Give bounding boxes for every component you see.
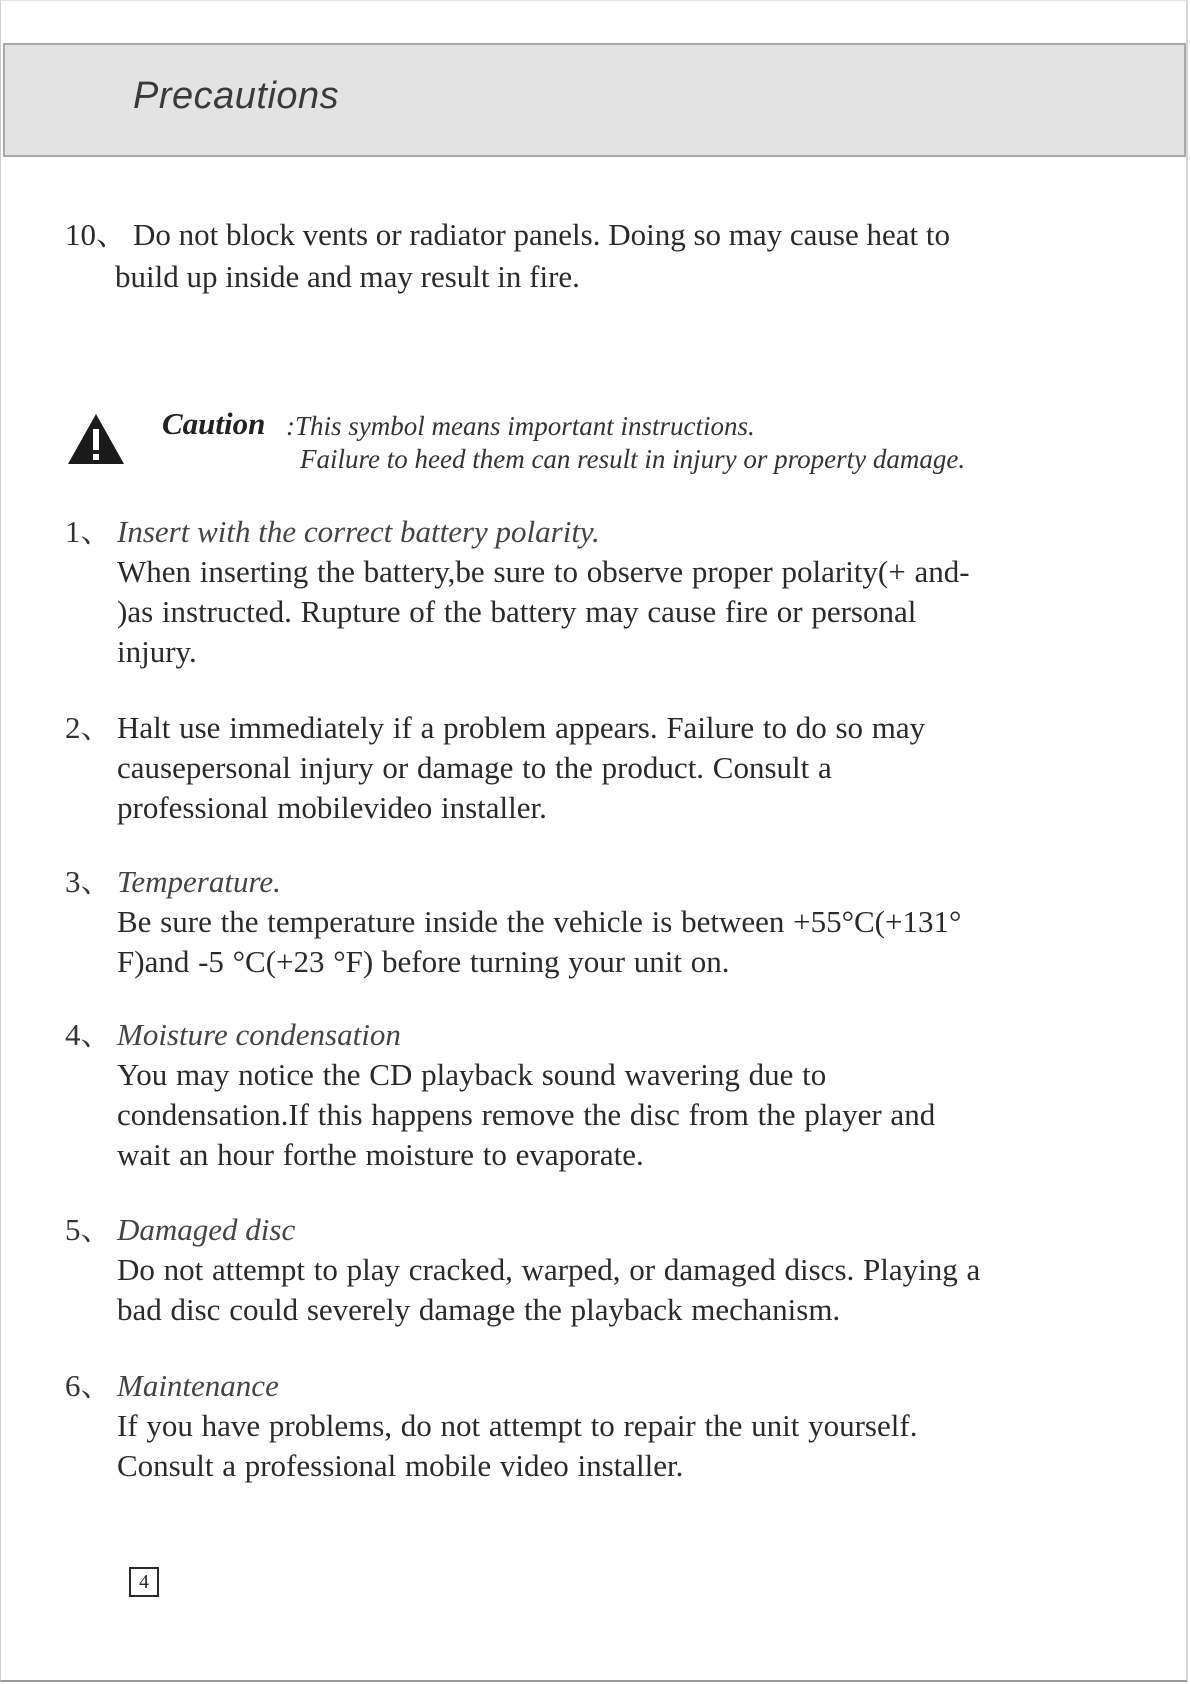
- precaution-item-6: [65, 1366, 1135, 1486]
- item-number: 2、: [65, 710, 112, 745]
- item-text-line: Do not attempt to play cracked, warped, or damaged discs. Playing a: [117, 1252, 981, 1287]
- item-text-line: Consult a professional mobile video installer.: [117, 1448, 684, 1483]
- caution-label: Caution: [162, 406, 266, 441]
- warning-triangle-icon: [66, 412, 126, 466]
- item-text-line: Halt use immediately if a problem appears. Failure to do so may: [117, 710, 926, 745]
- section-header: [3, 43, 1186, 157]
- item-heading: Insert with the correct battery polarity.: [117, 514, 600, 549]
- item-text-line: Do not block vents or radiator panels. Doing so may cause heat to: [133, 217, 950, 252]
- precaution-item-1: [65, 512, 1135, 672]
- item-text-line: F)and -5 °C(+23 °F) before turning your unit on.: [117, 944, 730, 979]
- item-text-line: causepersonal injury or damage to the product. Consult a: [117, 750, 832, 785]
- caution-text: Failure to heed them can result in injury or property damage.: [300, 444, 966, 474]
- item-text-line: professional mobilevideo installer.: [117, 790, 547, 825]
- item-heading: Maintenance: [117, 1368, 279, 1403]
- caution-text: :This symbol means important instructions.: [286, 411, 755, 441]
- precaution-item-3: [65, 862, 1135, 982]
- section-title: Precautions: [133, 75, 340, 117]
- item-heading: Damaged disc: [117, 1212, 296, 1247]
- item-text-line: )as instructed. Rupture of the battery may cause fire or personal: [117, 594, 917, 629]
- item-text-line: Be sure the temperature inside the vehicle is between +55°C(+131°: [117, 904, 962, 939]
- caution-notice: [66, 404, 1126, 484]
- item-text-line: wait an hour forthe moisture to evaporate.: [117, 1137, 644, 1172]
- item-text-line: When inserting the battery,be sure to observe proper polarity(+ and-: [117, 554, 970, 589]
- item-number: 6、: [65, 1368, 112, 1403]
- item-text-line: If you have problems, do not attempt to repair the unit yourself.: [117, 1408, 918, 1443]
- item-text-line: You may notice the CD playback sound wavering due to: [117, 1057, 827, 1092]
- item-heading: Moisture condensation: [117, 1017, 401, 1052]
- item-text-line: build up inside and may result in fire.: [115, 259, 580, 294]
- item-text-line: bad disc could severely damage the playback mechanism.: [117, 1292, 841, 1327]
- item-text-line: condensation.If this happens remove the disc from the player and: [117, 1097, 936, 1132]
- item-number: 4、: [65, 1017, 112, 1052]
- precaution-item-4: [65, 1015, 1135, 1175]
- item-number: 3、: [65, 864, 112, 899]
- precaution-item-2: [65, 708, 1135, 828]
- item-number: 5、: [65, 1212, 112, 1247]
- item-heading: Temperature.: [117, 864, 281, 899]
- precaution-item-5: [65, 1210, 1135, 1330]
- precaution-item-10: [65, 214, 1125, 298]
- item-text-line: injury.: [117, 634, 197, 669]
- item-number: 1、: [65, 514, 112, 549]
- item-number: 10、: [65, 217, 127, 252]
- page-number: 4: [129, 1567, 159, 1597]
